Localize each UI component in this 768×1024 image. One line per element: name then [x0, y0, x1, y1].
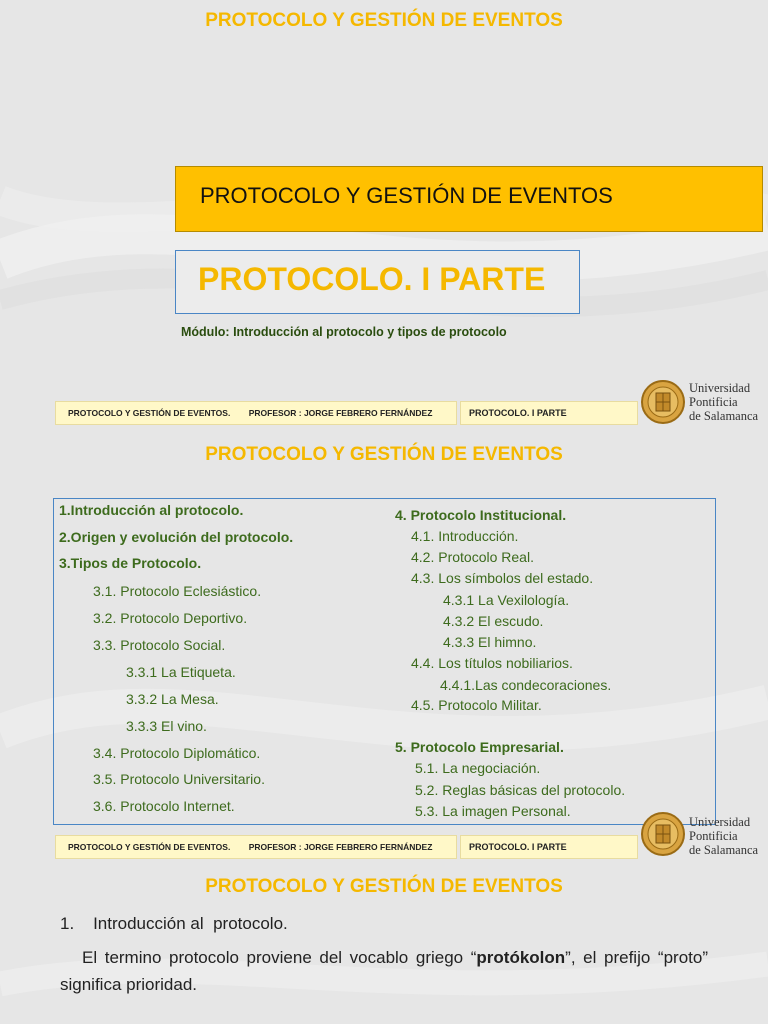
footer-professor: PROFESOR : JORGE FEBRERO FERNÁNDEZ [248, 842, 433, 852]
paragraph-text-1: El termino protocolo proviene del vocablo griego “ [82, 948, 477, 967]
footer-course: PROTOCOLO Y GESTIÓN DE EVENTOS. [68, 842, 231, 852]
toc-item: 3.Tipos de Protocolo. [59, 555, 202, 571]
slide-2 [0, 432, 768, 864]
toc-item: 5.2. Reglas básicas del protocolo. [415, 782, 626, 798]
footer-info [55, 835, 457, 859]
toc-item: 3.3.3 El vino. [126, 718, 207, 734]
toc-item: 3.2. Protocolo Deportivo. [93, 610, 248, 626]
toc-item: 5.1. La negociación. [415, 760, 541, 776]
footer-part-text: PROTOCOLO. I PARTE [469, 408, 567, 418]
footer-part-text: PROTOCOLO. I PARTE [469, 842, 567, 852]
toc-item: 4.3.1 La Vexilología. [443, 592, 570, 608]
toc-item: 5. Protocolo Empresarial. [395, 739, 564, 755]
body-paragraph [60, 944, 708, 998]
footer-part [460, 401, 638, 425]
toc-item: 4.4. Los títulos nobiliarios. [411, 655, 573, 671]
toc-item: 4. Protocolo Institucional. [395, 507, 567, 523]
footer-part [460, 835, 638, 859]
toc-item: 4.5. Protocolo Militar. [411, 697, 542, 713]
university-seal-icon [641, 808, 685, 860]
toc-item: 5.3. La imagen Personal. [415, 803, 571, 819]
slide-1 [0, 0, 768, 432]
university-name [689, 381, 758, 423]
paragraph-text-2: ”, el prefijo “proto” significa prioridad. [60, 948, 708, 994]
subtitle-box [175, 250, 580, 314]
toc-item: 3.3.2 La Mesa. [126, 691, 219, 707]
subtitle: PROTOCOLO. I PARTE [198, 261, 546, 297]
course-banner [175, 166, 763, 232]
university-line-3: de Salamanca [689, 843, 759, 857]
course-banner-text: PROTOCOLO Y GESTIÓN DE EVENTOS [200, 183, 613, 208]
paragraph-bold-word: protókolon [476, 948, 566, 967]
toc-item: 3.3.1 La Etiqueta. [126, 664, 236, 680]
toc-item: 3.4. Protocolo Diplomático. [93, 745, 261, 761]
toc-item: 4.2. Protocolo Real. [411, 549, 534, 565]
university-line-1: Universidad [689, 381, 751, 395]
toc-item: 4.3.2 El escudo. [443, 613, 544, 629]
toc-item: 2.Origen y evolución del protocolo. [59, 529, 294, 545]
slide-title: PROTOCOLO Y GESTIÓN DE EVENTOS [205, 444, 563, 465]
university-seal-icon [641, 376, 685, 428]
module-description: Módulo: Introducción al protocolo y tipos de protocolo [181, 325, 507, 339]
slide-title: PROTOCOLO Y GESTIÓN DE EVENTOS [205, 10, 563, 31]
footer-info [55, 401, 457, 425]
university-line-2: Pontificia [689, 829, 738, 843]
university-line-2: Pontificia [689, 395, 738, 409]
toc-item: 3.5. Protocolo Universitario. [93, 771, 265, 787]
toc-item: 4.1. Introducción. [411, 528, 519, 544]
university-name [689, 815, 758, 857]
toc-item: 3.1. Protocolo Eclesiástico. [93, 583, 262, 599]
university-line-1: Universidad [689, 815, 751, 829]
toc-item: 3.3. Protocolo Social. [93, 637, 226, 653]
toc-item: 4.4.1.Las condecoraciones. [440, 677, 612, 693]
slide-3 [0, 864, 768, 1024]
section-heading: 1. Introducción al protocolo. [60, 914, 288, 933]
footer-professor: PROFESOR : JORGE FEBRERO FERNÁNDEZ [248, 408, 433, 418]
footer-course: PROTOCOLO Y GESTIÓN DE EVENTOS. [68, 408, 231, 418]
toc-item: 3.6. Protocolo Internet. [93, 798, 235, 814]
toc-item: 1.Introducción al protocolo. [59, 502, 244, 518]
toc-item: 4.3. Los símbolos del estado. [411, 570, 594, 586]
slide-title: PROTOCOLO Y GESTIÓN DE EVENTOS [205, 876, 563, 897]
university-line-3: de Salamanca [689, 409, 759, 423]
toc-item: 4.3.3 El himno. [443, 634, 537, 650]
